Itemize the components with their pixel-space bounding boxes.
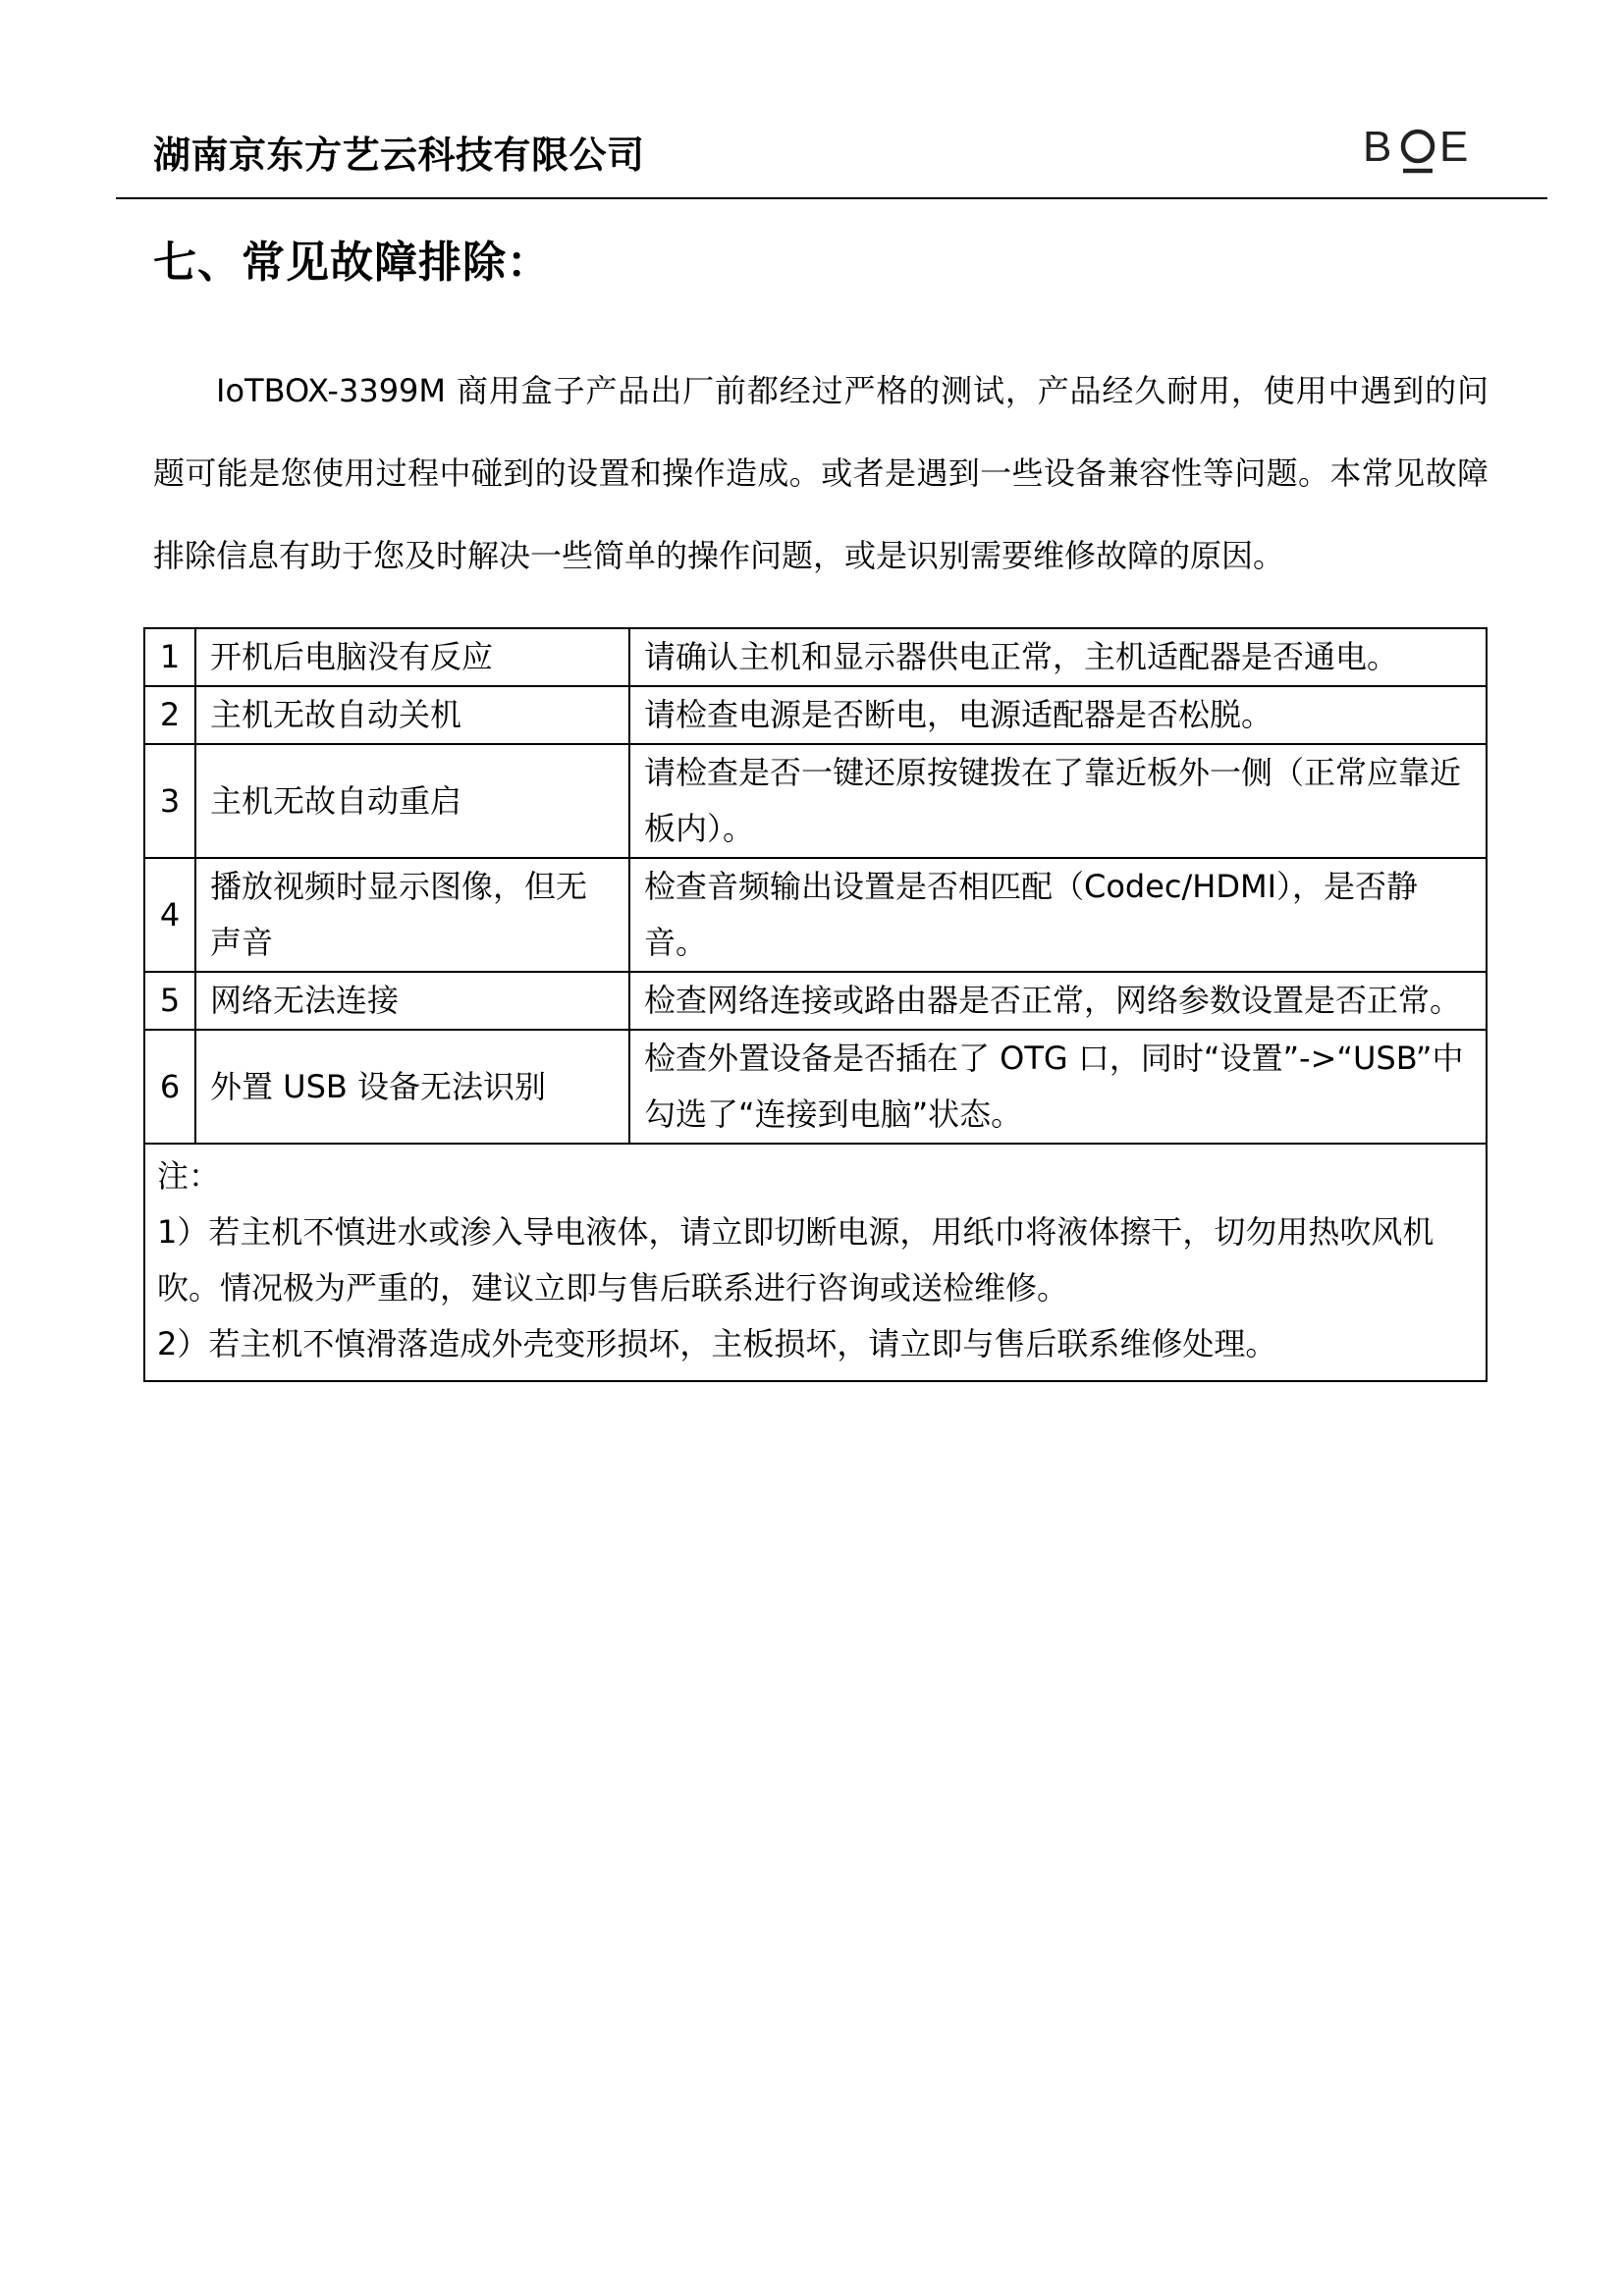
- problem-cell: 网络无法连接: [195, 972, 629, 1030]
- company-name: 湖南京东方艺云科技有限公司: [153, 133, 645, 177]
- section-title: 七、常见故障排除：: [153, 238, 551, 288]
- note-item: 1）若主机不慎进水或渗入导电液体，请立即切断电源，用纸巾将液体擦干，切勿用热吹风机吹。情况极为严重的，建议立即与售后联系进行咨询或送检维修。: [157, 1213, 1435, 1307]
- problem-cell: 主机无故自动重启: [195, 744, 629, 858]
- row-number: 1: [144, 628, 195, 686]
- solution-cell: 请检查电源是否断电，电源适配器是否松脱。: [629, 686, 1487, 744]
- solution-cell: 请确认主机和显示器供电正常，主机适配器是否通电。: [629, 628, 1487, 686]
- problem-cell: 播放视频时显示图像，但无声音: [195, 858, 629, 972]
- table-row: [144, 686, 1487, 744]
- note-item: 2）若主机不慎滑落造成外壳变形损坏，主板损坏，请立即与售后联系维修处理。: [157, 1325, 1277, 1362]
- solution-cell: 检查网络连接或路由器是否正常，网络参数设置是否正常。: [629, 972, 1487, 1030]
- problem-cell: 外置 USB 设备无法识别: [195, 1030, 629, 1144]
- table-row: [144, 1030, 1487, 1144]
- svg-text:B: B: [1363, 123, 1394, 171]
- row-number: 2: [144, 686, 195, 744]
- problem-cell: 主机无故自动关机: [195, 686, 629, 744]
- table-row: [144, 744, 1487, 858]
- boe-logo: [1363, 118, 1471, 177]
- header-divider: [116, 197, 1547, 199]
- problem-cell: 开机后电脑没有反应: [195, 628, 629, 686]
- solution-cell: 请检查是否一键还原按键拨在了靠近板外一侧（正常应靠近板内）。: [629, 744, 1487, 858]
- intro-paragraph: IoTBOX-3399M 商用盒子产品出厂前都经过严格的测试，产品经久耐用，使用中遇到的问题可能是您使用过程中碰到的设置和操作造成。或者是遇到一些设备兼容性等问题。本常见故障排除信息有助于您及时解决一些简单的操作问题，或是识别需要维修故障的原因。: [153, 372, 1489, 574]
- svg-text:E: E: [1439, 123, 1469, 171]
- page-header: [116, 116, 1547, 198]
- troubleshooting-table: [143, 627, 1488, 1382]
- row-number: 3: [144, 744, 195, 858]
- row-number: 6: [144, 1030, 195, 1144]
- solution-cell: 检查音频输出设置是否相匹配（Codec/HDMI），是否静音。: [629, 858, 1487, 972]
- solution-cell: 检查外置设备是否插在了 OTG 口，同时“设置”->“USB”中勾选了“连接到电脑”状态。: [629, 1030, 1487, 1144]
- notes-row: [144, 1144, 1487, 1381]
- table-row: [144, 858, 1487, 972]
- row-number: 5: [144, 972, 195, 1030]
- table-row: [144, 972, 1487, 1030]
- row-number: 4: [144, 858, 195, 972]
- notes-label: 注：: [157, 1157, 221, 1195]
- notes-cell: [144, 1144, 1487, 1381]
- table-row: [144, 628, 1487, 686]
